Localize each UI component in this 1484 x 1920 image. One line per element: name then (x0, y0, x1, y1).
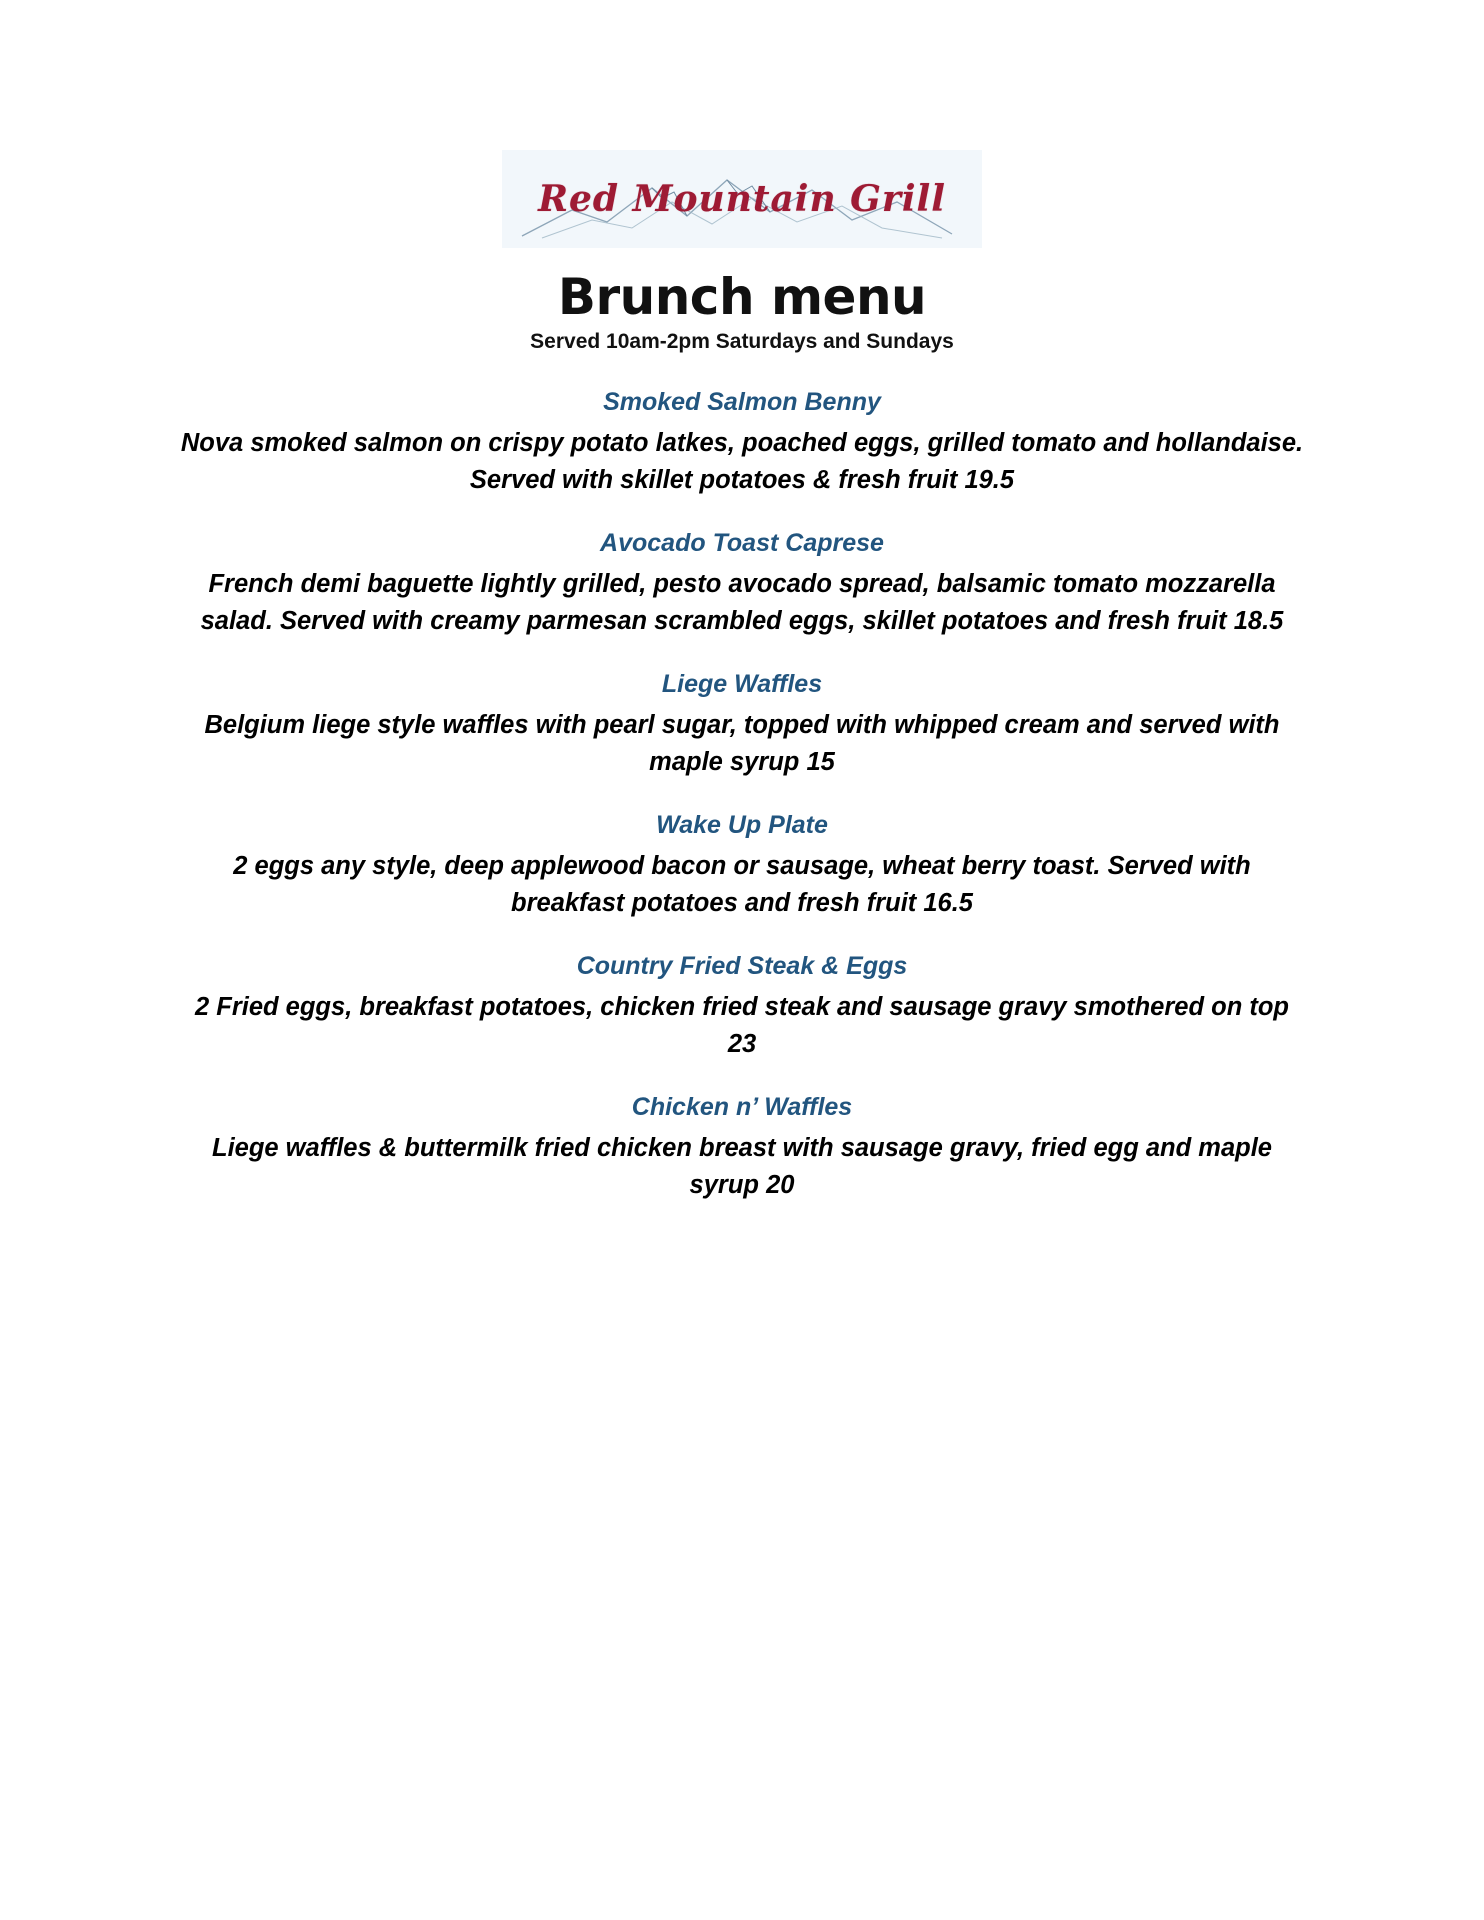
menu-item-description: Liege waffles & buttermilk fried chicken breast with sausage gravy, fried egg and maple syrup 20 (212, 1133, 1272, 1199)
menu-item-name: Wake Up Plate (656, 810, 828, 839)
menu-item-description: 2 eggs any style, deep applewood bacon or sausage, wheat berry toast. Served with breakfast potatoes and fresh fruit 16.5 (233, 851, 1251, 917)
menu-item (130, 670, 1354, 781)
page-title: Brunch menu (557, 268, 927, 326)
menu-item (130, 388, 1354, 499)
menu-item-name: Chicken n’ Waffles (631, 1092, 853, 1121)
menu-item (130, 529, 1354, 640)
menu-item-description: Nova smoked salmon on crispy potato latkes, poached eggs, grilled tomato and hollandaise. Served with skillet potatoes & fresh fruit 19.5 (180, 429, 1304, 494)
menu-item (130, 811, 1354, 922)
logo-text: Red Mountain Grill (538, 178, 946, 220)
restaurant-logo (502, 150, 982, 248)
menu-item-description: Belgium liege style waffles with pearl sugar, topped with whipped cream and served with maple syrup 15 (204, 710, 1280, 776)
logo-container (130, 150, 1354, 248)
menu-item (130, 952, 1354, 1063)
menu-item-name: Smoked Salmon Benny (603, 388, 881, 416)
menu-item-name: Avocado Toast Caprese (600, 528, 884, 557)
menu-item-name: Liege Waffles (661, 669, 823, 698)
menu-item-description: French demi baguette lightly grilled, pesto avocado spread, balsamic tomato mozzarella salad. Served with creamy parmesan scrambled eggs, skillet potatoes and fresh fruit 18.5 (200, 569, 1284, 635)
menu-hours: Served 10am-2pm Saturdays and Sundays (530, 330, 954, 353)
menu-item (130, 1093, 1354, 1204)
menu-item-description: 2 Fried eggs, breakfast potatoes, chicken fried steak and sausage gravy smothered on top 23 (194, 992, 1289, 1058)
menu-item-name: Country Fried Steak & Eggs (576, 951, 908, 980)
